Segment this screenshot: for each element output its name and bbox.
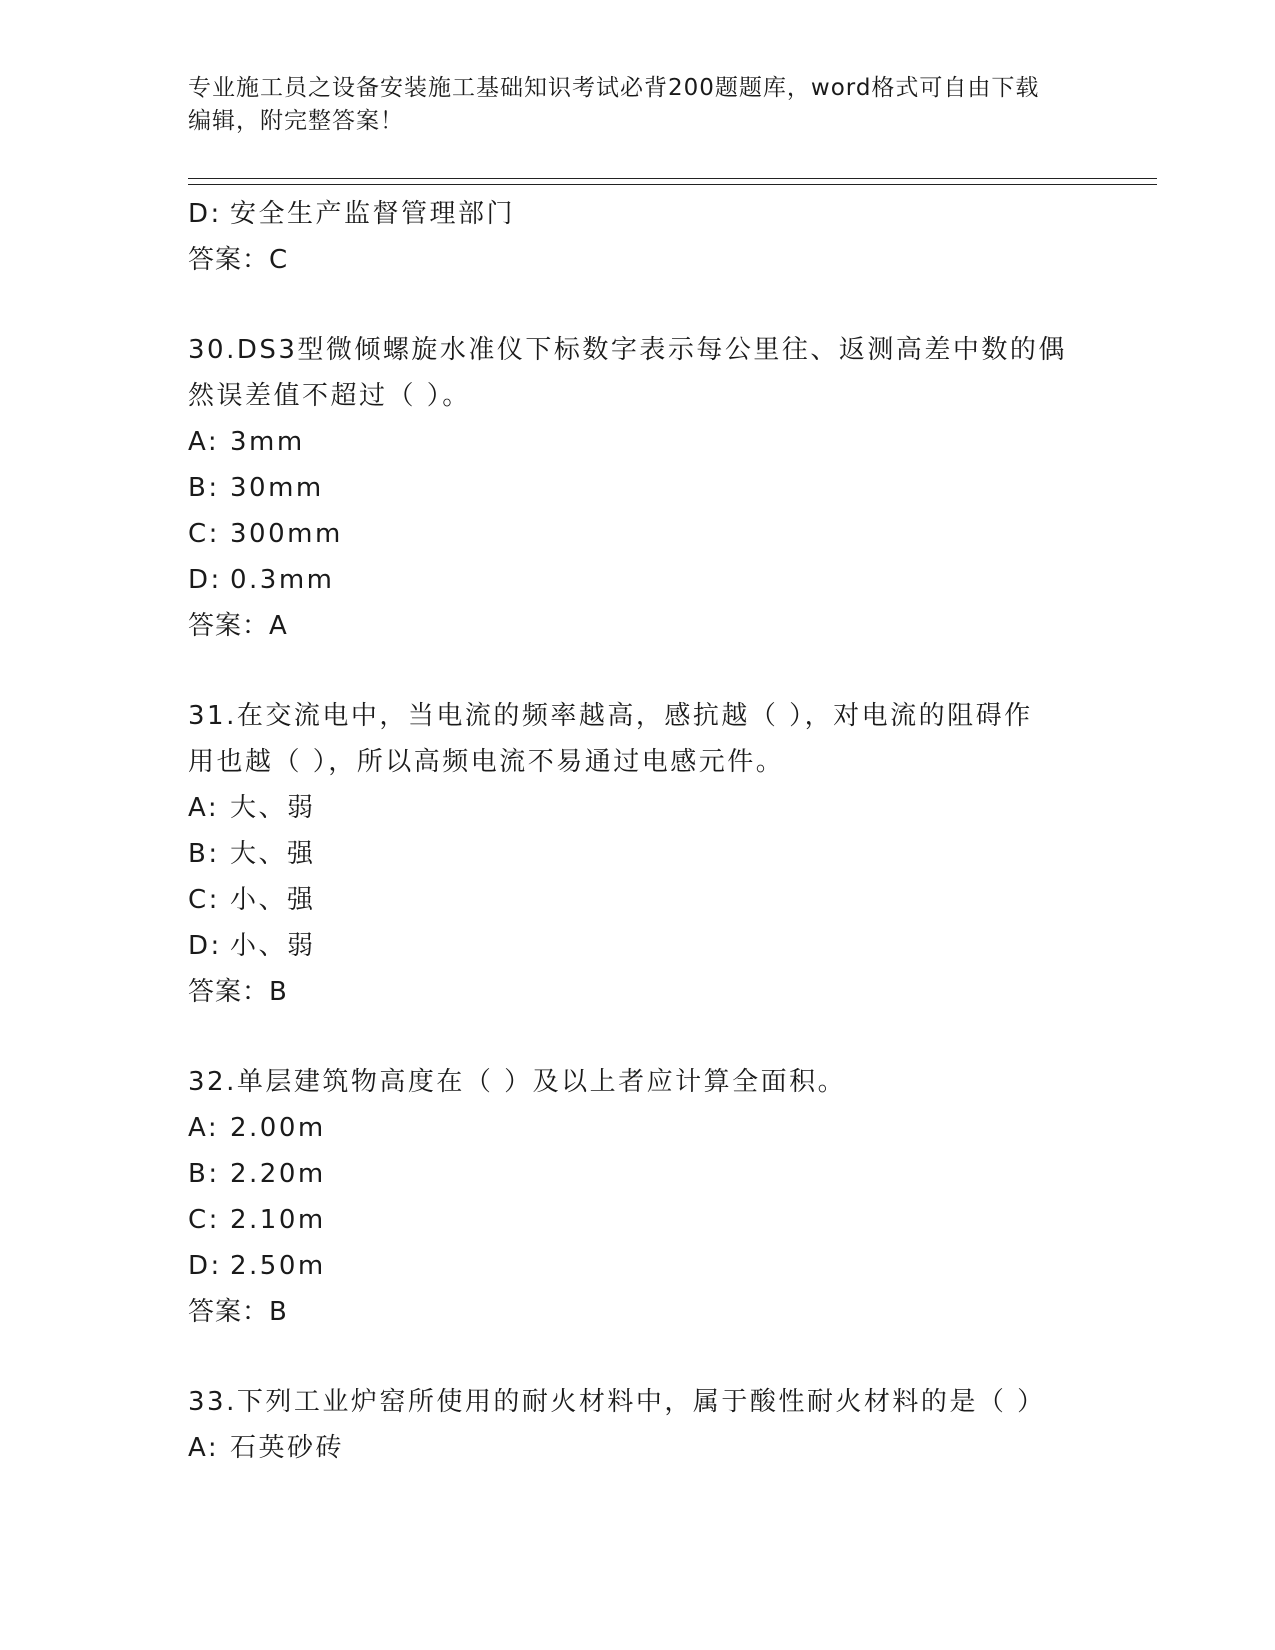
answer-line: 答案：B — [188, 977, 288, 1007]
option-text: 300mm — [230, 519, 343, 549]
option-key: C: — [188, 519, 220, 549]
header-divider-bottom — [188, 184, 1157, 185]
option-c — [188, 1197, 1088, 1243]
option-key: B: — [188, 1159, 220, 1189]
document-header — [188, 72, 1068, 138]
question-stem-line-2: 然误差值不超过（ ）。 — [188, 381, 471, 411]
option-text: 0.3mm — [230, 565, 335, 595]
option-c — [188, 877, 1088, 923]
option-text: 安全生产监督管理部门 — [230, 199, 516, 229]
option-key: A: — [188, 1113, 220, 1143]
option-key: B: — [188, 839, 220, 869]
option-a — [188, 419, 1088, 465]
option-b — [188, 465, 1088, 511]
option-c — [188, 511, 1088, 557]
option-key: D: — [188, 1251, 222, 1281]
option-text: 小、强 — [230, 885, 316, 915]
option-b — [188, 1151, 1088, 1197]
question-stem-line-1: 32.单层建筑物高度在（ ）及以上者应计算全面积。 — [188, 1067, 847, 1097]
header-title-line-1: 专业施工员之设备安装施工基础知识考试必背200题题库，word格式可自由下载 — [188, 75, 1040, 101]
option-text: 2.20m — [230, 1159, 326, 1189]
option-text: 2.00m — [230, 1113, 326, 1143]
option-b — [188, 831, 1088, 877]
option-text: 2.10m — [230, 1205, 326, 1235]
option-text: 大、弱 — [230, 793, 316, 823]
option-d — [188, 557, 1088, 603]
option-a — [188, 785, 1088, 831]
option-text: 大、强 — [230, 839, 316, 869]
answer-line: 答案：B — [188, 1297, 288, 1327]
answer-line: 答案：A — [188, 611, 288, 641]
option-d — [188, 191, 1088, 237]
answer-line: 答案：C — [188, 245, 289, 275]
question-stem-line-2: 用也越（ ），所以高频电流不易通过电感元件。 — [188, 747, 785, 777]
option-key: D: — [188, 931, 222, 961]
question-item — [188, 1059, 1088, 1335]
option-text: 小、弱 — [230, 931, 316, 961]
question-stem-line-1: 30.DS3型微倾螺旋水准仪下标数字表示每公里往、返测高差中数的偶 — [188, 335, 1067, 365]
question-item — [188, 693, 1088, 1015]
question-item — [188, 1379, 1088, 1471]
option-key: A: — [188, 793, 220, 823]
option-key: C: — [188, 1205, 220, 1235]
question-stem-line-1: 31.在交流电中，当电流的频率越高，感抗越（ ），对电流的阻碍作 — [188, 701, 1033, 731]
option-key: D: — [188, 199, 222, 229]
option-key: D: — [188, 565, 222, 595]
option-a — [188, 1105, 1088, 1151]
option-key: B: — [188, 473, 220, 503]
header-title-line-2: 编辑，附完整答案！ — [188, 108, 404, 134]
question-list — [188, 191, 1088, 1471]
option-key: C: — [188, 885, 220, 915]
option-text: 3mm — [230, 427, 305, 457]
header-divider-top — [188, 178, 1157, 179]
question-stem-line-1: 33.下列工业炉窑所使用的耐火材料中，属于酸性耐火材料的是（ ） — [188, 1387, 1046, 1417]
option-text: 2.50m — [230, 1251, 326, 1281]
option-text: 30mm — [230, 473, 324, 503]
option-key: A: — [188, 1433, 220, 1463]
option-d — [188, 1243, 1088, 1289]
option-d — [188, 923, 1088, 969]
question-item — [188, 327, 1088, 649]
option-key: A: — [188, 427, 220, 457]
option-a — [188, 1425, 1088, 1471]
option-text: 石英砂砖 — [230, 1433, 345, 1463]
